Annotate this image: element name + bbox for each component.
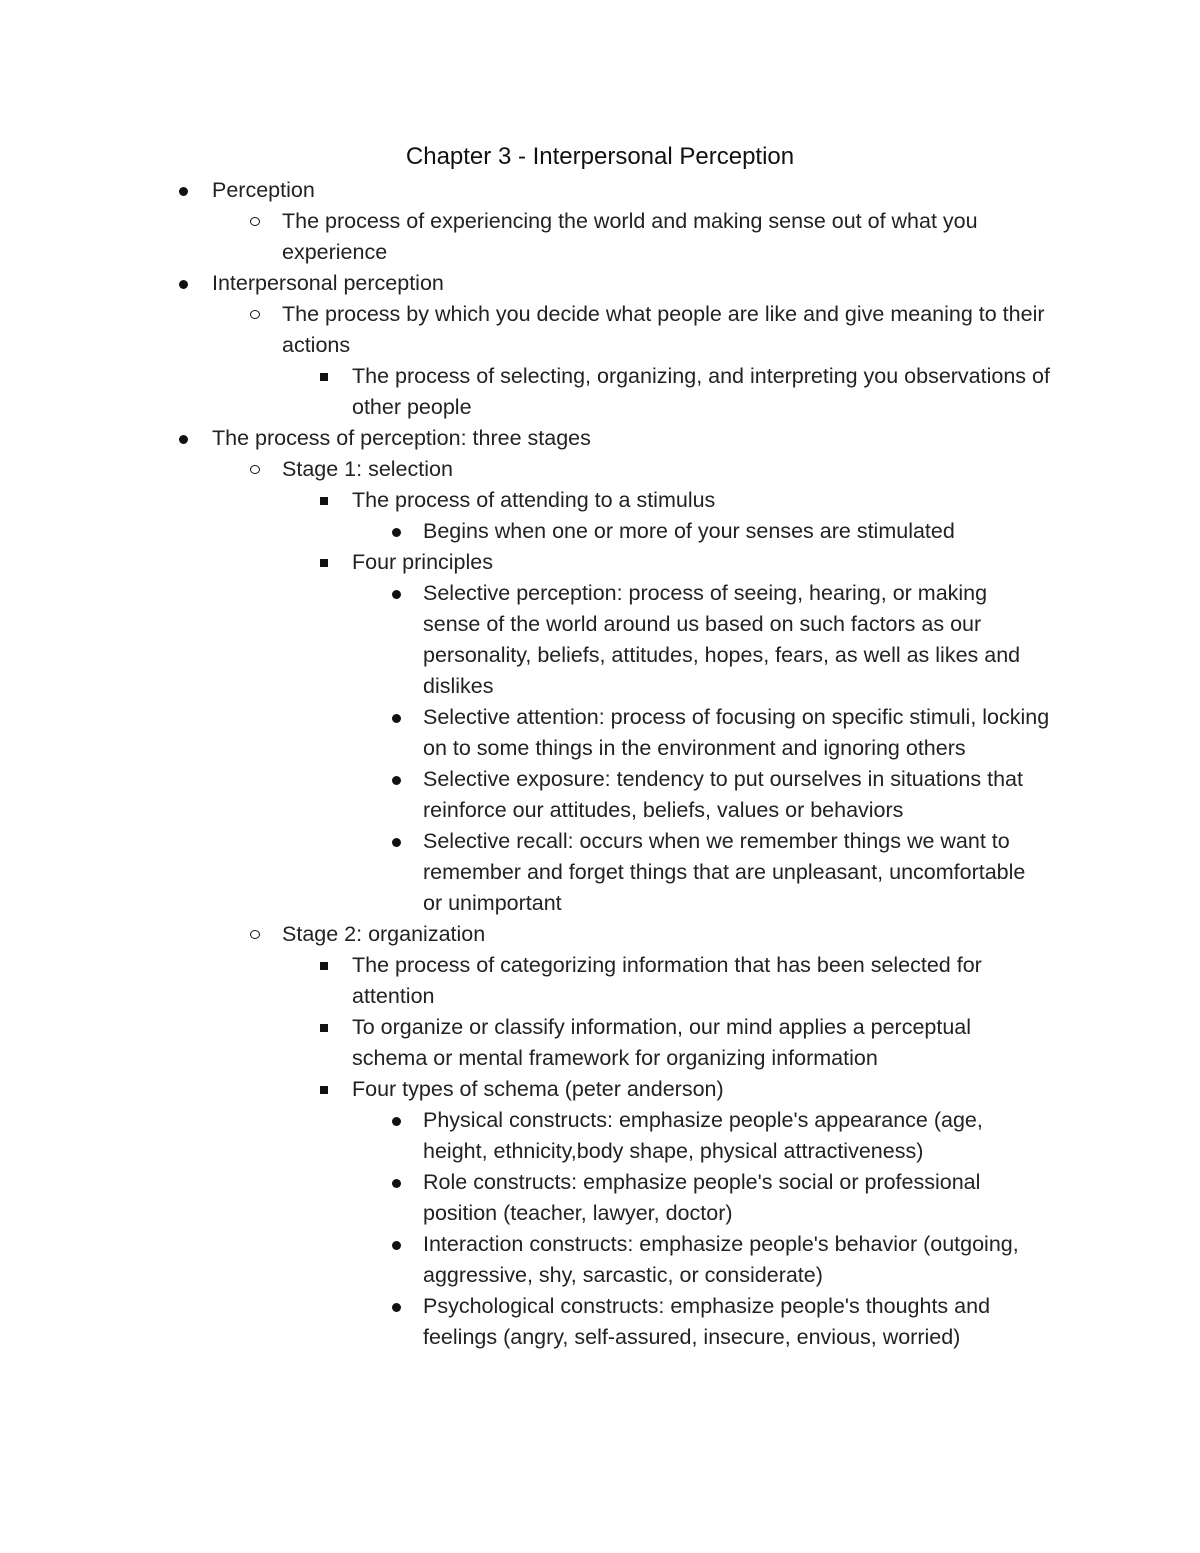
hollow-bullet-icon: [250, 310, 260, 319]
filled-bullet-icon: [392, 1179, 401, 1188]
outline-item-text: Four principles: [352, 550, 493, 574]
outline-item-four-principles: [352, 547, 1050, 578]
outline-item-text: Begins when one or more of your senses are stimulated: [423, 519, 955, 543]
outline-item-text: Stage 1: selection: [282, 457, 453, 481]
outline-item-perception: [212, 175, 1050, 206]
filled-bullet-icon: [392, 528, 401, 537]
outline-item-role-constructs: [423, 1167, 1050, 1229]
hollow-bullet-icon: [250, 930, 260, 939]
outline-item-interaction-constructs: [423, 1229, 1050, 1291]
filled-bullet-icon: [392, 1117, 401, 1126]
hollow-bullet-icon: [250, 217, 260, 226]
square-bullet-icon: [320, 497, 328, 505]
hollow-bullet-icon: [250, 465, 260, 474]
filled-bullet-icon: [179, 187, 188, 196]
square-bullet-icon: [320, 559, 328, 567]
outline-item-categorizing-information: [352, 950, 1050, 1012]
outline-item-text: To organize or classify information, our mind applies a perceptual schema or mental framework for organizing information: [352, 1015, 972, 1070]
filled-bullet-icon: [392, 776, 401, 785]
filled-bullet-icon: [392, 838, 401, 847]
outline-item-text: The process of experiencing the world and making sense out of what you experience: [282, 209, 978, 264]
outline-item-text: Physical constructs: emphasize people's appearance (age, height, ethnicity,body shape, physical attractiveness): [423, 1108, 983, 1163]
square-bullet-icon: [320, 373, 328, 381]
outline-item-text: Psychological constructs: emphasize people's thoughts and feelings (angry, self-assured, insecure, envious, worried): [423, 1294, 991, 1349]
outline-item-interpersonal-perception: [212, 268, 1050, 299]
outline-item-interpersonal-definition: [282, 299, 1050, 361]
outline-item-selective-recall: [423, 826, 1050, 919]
page-title: Chapter 3 - Interpersonal Perception: [405, 143, 795, 170]
outline-item-senses-stimulated: [423, 516, 1050, 547]
outline-item-physical-constructs: [423, 1105, 1050, 1167]
outline-item-text: The process of attending to a stimulus: [352, 488, 716, 512]
outline-item-psychological-constructs: [423, 1291, 1050, 1353]
outline-item-text: Selective recall: occurs when we remember things we want to remember and forget things that are unpleasant, uncomfortable or unimportant: [423, 829, 1026, 915]
filled-bullet-icon: [392, 590, 401, 599]
outline-item-stage-2: [282, 919, 1050, 950]
outline-item-text: Four types of schema (peter anderson): [352, 1077, 724, 1101]
outline-item-text: Selective exposure: tendency to put ourselves in situations that reinforce our attitudes, beliefs, values or behaviors: [423, 767, 1023, 822]
outline-item-text: The process of perception: three stages: [212, 426, 591, 450]
outline-item-three-stages: [212, 423, 1050, 454]
outline-item-attending-stimulus: [352, 485, 1050, 516]
outline-item-text: The process of categorizing information that has been selected for attention: [352, 953, 982, 1008]
outline-item-perception-definition: [282, 206, 1050, 268]
outline-item-text: Role constructs: emphasize people's social or professional position (teacher, lawyer, doctor): [423, 1170, 981, 1225]
outline-item-four-types-schema: [352, 1074, 1050, 1105]
outline-item-text: The process of selecting, organizing, and interpreting you observations of other people: [352, 364, 1050, 419]
outline-item-text: Interpersonal perception: [212, 271, 444, 295]
outline-item-text: Selective attention: process of focusing on specific stimuli, locking on to some things in the environment and ignoring others: [423, 705, 1050, 760]
outline-item-text: The process by which you decide what people are like and give meaning to their actions: [282, 302, 1045, 357]
notes-outline: [0, 175, 1200, 1353]
filled-bullet-icon: [179, 435, 188, 444]
square-bullet-icon: [320, 1086, 328, 1094]
filled-bullet-icon: [392, 1303, 401, 1312]
outline-item-text: Stage 2: organization: [282, 922, 486, 946]
outline-item-perceptual-schema: [352, 1012, 1050, 1074]
outline-item-text: Interaction constructs: emphasize people's behavior (outgoing, aggressive, shy, sarcastic, or considerate): [423, 1232, 1019, 1287]
outline-item-stage-1: [282, 454, 1050, 485]
filled-bullet-icon: [179, 280, 188, 289]
outline-item-selecting-organizing: [352, 361, 1050, 423]
outline-item-text: Selective perception: process of seeing, hearing, or making sense of the world around us based on such factors as our personality, beliefs, attitudes, hopes, fears, as well as likes and dislikes: [423, 581, 1021, 698]
outline-item-selective-attention: [423, 702, 1050, 764]
square-bullet-icon: [320, 1024, 328, 1032]
outline-item-selective-perception: [423, 578, 1050, 702]
square-bullet-icon: [320, 962, 328, 970]
outline-item-selective-exposure: [423, 764, 1050, 826]
outline-item-text: Perception: [212, 178, 315, 202]
filled-bullet-icon: [392, 1241, 401, 1250]
filled-bullet-icon: [392, 714, 401, 723]
